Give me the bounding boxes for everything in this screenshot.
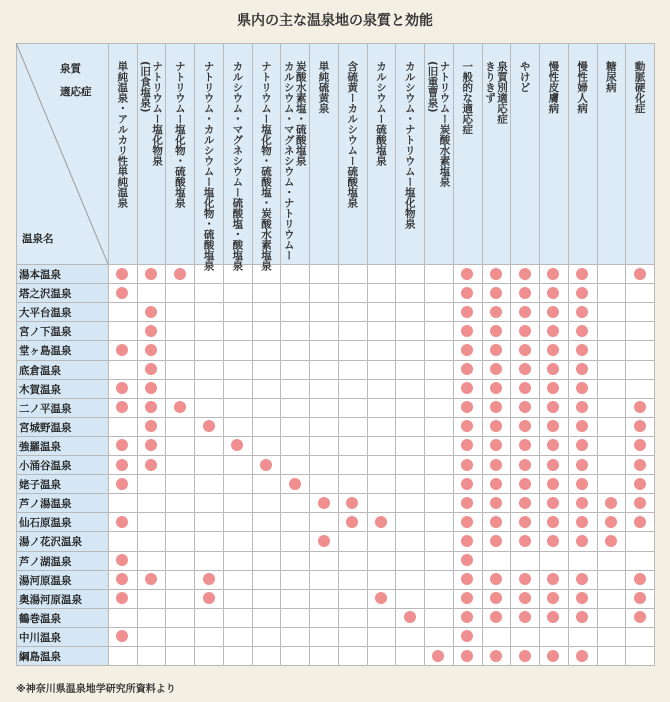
column-header-9: カルシウムー硫酸塩泉 bbox=[375, 61, 387, 166]
column-header-11-line-0: ナトリウムー炭酸水素塩泉 bbox=[438, 61, 451, 187]
row-spa-name: 仙石原温泉 bbox=[19, 517, 72, 530]
column-divider bbox=[625, 43, 626, 665]
column-divider bbox=[194, 43, 195, 665]
column-header-6-line-1: カルシウム・マグネシウム・ナトリウムー bbox=[282, 61, 295, 261]
applicable-dot bbox=[519, 497, 531, 509]
applicable-dot bbox=[634, 611, 646, 623]
applicable-dot bbox=[519, 363, 531, 375]
applicable-dot bbox=[519, 287, 531, 299]
body-background bbox=[108, 264, 654, 665]
applicable-dot bbox=[576, 459, 588, 471]
applicable-dot bbox=[490, 325, 502, 337]
row-divider bbox=[16, 531, 654, 532]
footnote: ※神奈川県温泉地学研究所資料より bbox=[16, 684, 176, 695]
applicable-dot bbox=[519, 420, 531, 432]
column-header-14: やけど bbox=[518, 61, 531, 93]
row-spa-name: 湯ノ花沢温泉 bbox=[19, 536, 82, 549]
row-spa-name: 二ノ平温泉 bbox=[19, 402, 72, 415]
column-header-12: 一般的な適応症 bbox=[461, 61, 474, 135]
row-divider bbox=[16, 474, 654, 475]
row-spa-name: 湯本温泉 bbox=[19, 269, 61, 281]
row-divider bbox=[16, 455, 654, 456]
row-spa-name: 奥湯河原温泉 bbox=[19, 593, 82, 606]
row-spa-name: 中川温泉 bbox=[19, 631, 61, 644]
applicable-dot bbox=[519, 535, 531, 547]
applicable-dot bbox=[432, 650, 444, 662]
header-quality-label: 泉質 bbox=[60, 63, 81, 75]
column-divider bbox=[252, 43, 253, 665]
row-divider bbox=[16, 360, 654, 361]
column-divider bbox=[424, 43, 425, 665]
applicable-dot bbox=[203, 420, 215, 432]
row-divider bbox=[16, 398, 654, 399]
applicable-dot bbox=[519, 306, 531, 318]
applicable-dot bbox=[145, 306, 157, 318]
applicable-dot bbox=[519, 268, 531, 280]
applicable-dot bbox=[461, 650, 473, 662]
column-divider bbox=[280, 43, 281, 665]
applicable-dot bbox=[519, 459, 531, 471]
table-border-bottom bbox=[16, 665, 655, 666]
applicable-dot bbox=[547, 650, 559, 662]
applicable-dot bbox=[576, 497, 588, 509]
applicable-dot bbox=[116, 459, 128, 471]
column-header-11-line-1: (旧重曹泉) bbox=[426, 61, 439, 113]
applicable-dot bbox=[203, 592, 215, 604]
applicable-dot bbox=[461, 478, 473, 490]
row-spa-name: 湯河原温泉 bbox=[19, 574, 72, 587]
row-divider bbox=[16, 283, 654, 284]
applicable-dot bbox=[576, 287, 588, 299]
applicable-dot bbox=[519, 382, 531, 394]
column-header-4: カルシウム・マグネシウムー硫酸塩・酸塩泉 bbox=[231, 61, 244, 271]
column-divider bbox=[395, 43, 396, 665]
row-spa-name: 宮城野温泉 bbox=[19, 421, 72, 434]
column-divider bbox=[108, 43, 109, 665]
column-header-17: 糖尿病 bbox=[604, 61, 617, 93]
applicable-dot bbox=[145, 459, 157, 471]
applicable-dot bbox=[547, 287, 559, 299]
applicable-dot bbox=[576, 325, 588, 337]
applicable-dot bbox=[519, 650, 531, 662]
row-spa-name: 芦ノ湯温泉 bbox=[19, 498, 72, 511]
row-divider bbox=[16, 570, 654, 571]
applicable-dot bbox=[490, 650, 502, 662]
row-spa-name: 大平台温泉 bbox=[19, 307, 72, 320]
column-divider bbox=[510, 43, 511, 665]
header-indication-label: 適応症 bbox=[60, 86, 92, 98]
applicable-dot bbox=[145, 344, 157, 356]
column-header-3: ナトリウム・カルシウムー塩化物・硫酸塩泉 bbox=[202, 61, 215, 271]
applicable-dot bbox=[634, 268, 646, 280]
row-spa-name: 綱島温泉 bbox=[19, 651, 61, 663]
applicable-dot bbox=[490, 535, 502, 547]
applicable-dot bbox=[318, 535, 330, 547]
column-header-5: ナトリウムー塩化物・硫酸塩・炭酸水素塩泉 bbox=[260, 61, 273, 271]
applicable-dot bbox=[461, 516, 473, 528]
applicable-dot bbox=[490, 478, 502, 490]
applicable-dot bbox=[519, 611, 531, 623]
applicable-dot bbox=[634, 573, 646, 585]
row-divider bbox=[16, 493, 654, 494]
column-divider bbox=[539, 43, 540, 665]
column-divider bbox=[654, 43, 655, 665]
column-divider bbox=[338, 43, 339, 665]
column-divider bbox=[597, 43, 598, 665]
row-divider bbox=[16, 646, 654, 647]
column-divider bbox=[223, 43, 224, 665]
applicable-dot bbox=[145, 325, 157, 337]
applicable-dot bbox=[634, 420, 646, 432]
applicable-dot bbox=[576, 268, 588, 280]
applicable-dot bbox=[519, 516, 531, 528]
applicable-dot bbox=[605, 497, 617, 509]
applicable-dot bbox=[116, 478, 128, 490]
applicable-dot bbox=[116, 268, 128, 280]
applicable-dot bbox=[318, 497, 330, 509]
applicable-dot bbox=[576, 516, 588, 528]
row-spa-name: 鶴巻温泉 bbox=[19, 612, 61, 625]
applicable-dot bbox=[260, 459, 272, 471]
applicable-dot bbox=[375, 516, 387, 528]
column-header-7: 単純硫黄泉 bbox=[317, 61, 330, 114]
applicable-dot bbox=[461, 497, 473, 509]
row-spa-name: 小涌谷温泉 bbox=[19, 460, 72, 472]
row-spa-name: 木賀温泉 bbox=[19, 383, 61, 396]
column-header-2: ナトリウムー塩化物・硫酸塩泉 bbox=[173, 61, 186, 208]
applicable-dot bbox=[519, 344, 531, 356]
applicable-dot bbox=[547, 478, 559, 490]
row-divider bbox=[16, 340, 654, 341]
applicable-dot bbox=[605, 516, 617, 528]
row-spa-name: 姥子温泉 bbox=[19, 479, 61, 492]
applicable-dot bbox=[490, 573, 502, 585]
applicable-dot bbox=[490, 363, 502, 375]
header-spa-name-label: 温泉名 bbox=[22, 233, 54, 245]
applicable-dot bbox=[490, 306, 502, 318]
applicable-dot bbox=[519, 325, 531, 337]
row-divider bbox=[16, 608, 654, 609]
applicable-dot bbox=[461, 287, 473, 299]
applicable-dot bbox=[576, 650, 588, 662]
applicable-dot bbox=[289, 478, 301, 490]
column-divider bbox=[165, 43, 166, 665]
row-spa-name: 底倉温泉 bbox=[19, 364, 61, 377]
row-divider bbox=[16, 512, 654, 513]
row-divider bbox=[16, 379, 654, 380]
row-spa-name: 塔之沢温泉 bbox=[19, 288, 72, 301]
applicable-dot bbox=[490, 344, 502, 356]
row-spa-name: 強羅温泉 bbox=[19, 440, 61, 453]
column-divider bbox=[309, 43, 310, 665]
column-divider bbox=[367, 43, 368, 665]
row-divider bbox=[16, 436, 654, 437]
applicable-dot bbox=[174, 401, 186, 413]
applicable-dot bbox=[605, 535, 617, 547]
applicable-dot bbox=[576, 478, 588, 490]
applicable-dot bbox=[404, 611, 416, 623]
applicable-dot bbox=[519, 592, 531, 604]
applicable-dot bbox=[576, 306, 588, 318]
applicable-dot bbox=[346, 497, 358, 509]
applicable-dot bbox=[145, 268, 157, 280]
applicable-dot bbox=[203, 573, 215, 585]
applicable-dot bbox=[576, 344, 588, 356]
applicable-dot bbox=[634, 478, 646, 490]
applicable-dot bbox=[490, 516, 502, 528]
applicable-dot bbox=[519, 478, 531, 490]
row-divider bbox=[16, 589, 654, 590]
applicable-dot bbox=[490, 459, 502, 471]
applicable-dot bbox=[634, 592, 646, 604]
applicable-dot bbox=[634, 497, 646, 509]
applicable-dot bbox=[576, 535, 588, 547]
column-header-6-line-0: 炭酸水素塩・硫酸塩泉 bbox=[294, 61, 307, 166]
column-divider bbox=[137, 43, 138, 665]
applicable-dot bbox=[519, 573, 531, 585]
applicable-dot bbox=[490, 497, 502, 509]
column-header-13-line-0: 泉質別適応症 bbox=[495, 61, 508, 124]
row-spa-name: 芦ノ湖温泉 bbox=[19, 555, 72, 568]
applicable-dot bbox=[490, 382, 502, 394]
column-header-1-line-0: ナトリウムー塩化物泉 bbox=[151, 61, 164, 166]
header-divider bbox=[16, 264, 654, 265]
table-border-top bbox=[16, 43, 654, 44]
table-title: 県内の主な温泉地の泉質と効能 bbox=[237, 13, 433, 29]
applicable-dot bbox=[174, 268, 186, 280]
column-header-16: 慢性婦人病 bbox=[576, 61, 589, 114]
column-divider bbox=[568, 43, 569, 665]
applicable-dot bbox=[634, 401, 646, 413]
applicable-dot bbox=[461, 306, 473, 318]
row-divider bbox=[16, 417, 654, 418]
row-divider bbox=[16, 551, 654, 552]
column-header-13-line-1: きりきず bbox=[483, 61, 496, 103]
applicable-dot bbox=[547, 459, 559, 471]
row-spa-name: 堂ヶ島温泉 bbox=[19, 345, 72, 358]
column-header-18: 動脈硬化症 bbox=[633, 61, 646, 114]
applicable-dot bbox=[461, 325, 473, 337]
row-divider bbox=[16, 321, 654, 322]
column-header-10: カルシウム・ナトリウムー塩化物泉 bbox=[403, 61, 416, 229]
column-divider bbox=[453, 43, 454, 665]
applicable-dot bbox=[634, 459, 646, 471]
applicable-dot bbox=[346, 516, 358, 528]
applicable-dot bbox=[461, 268, 473, 280]
column-header-8: 含硫黄ーカルシウムー硫酸塩泉 bbox=[346, 61, 359, 208]
applicable-dot bbox=[519, 401, 531, 413]
applicable-dot bbox=[490, 268, 502, 280]
column-header-1-line-1: (旧食塩泉) bbox=[139, 61, 152, 113]
column-header-0: 単純温泉・アルカリ性単純温泉 bbox=[116, 61, 129, 208]
applicable-dot bbox=[634, 439, 646, 451]
column-divider bbox=[482, 43, 483, 665]
row-divider bbox=[16, 627, 654, 628]
applicable-dot bbox=[461, 459, 473, 471]
row-spa-name: 宮ノ下温泉 bbox=[19, 326, 72, 339]
applicable-dot bbox=[116, 287, 128, 299]
column-header-15: 慢性皮膚病 bbox=[547, 61, 560, 114]
applicable-dot bbox=[547, 268, 559, 280]
applicable-dot bbox=[634, 516, 646, 528]
applicable-dot bbox=[490, 287, 502, 299]
row-divider bbox=[16, 302, 654, 303]
